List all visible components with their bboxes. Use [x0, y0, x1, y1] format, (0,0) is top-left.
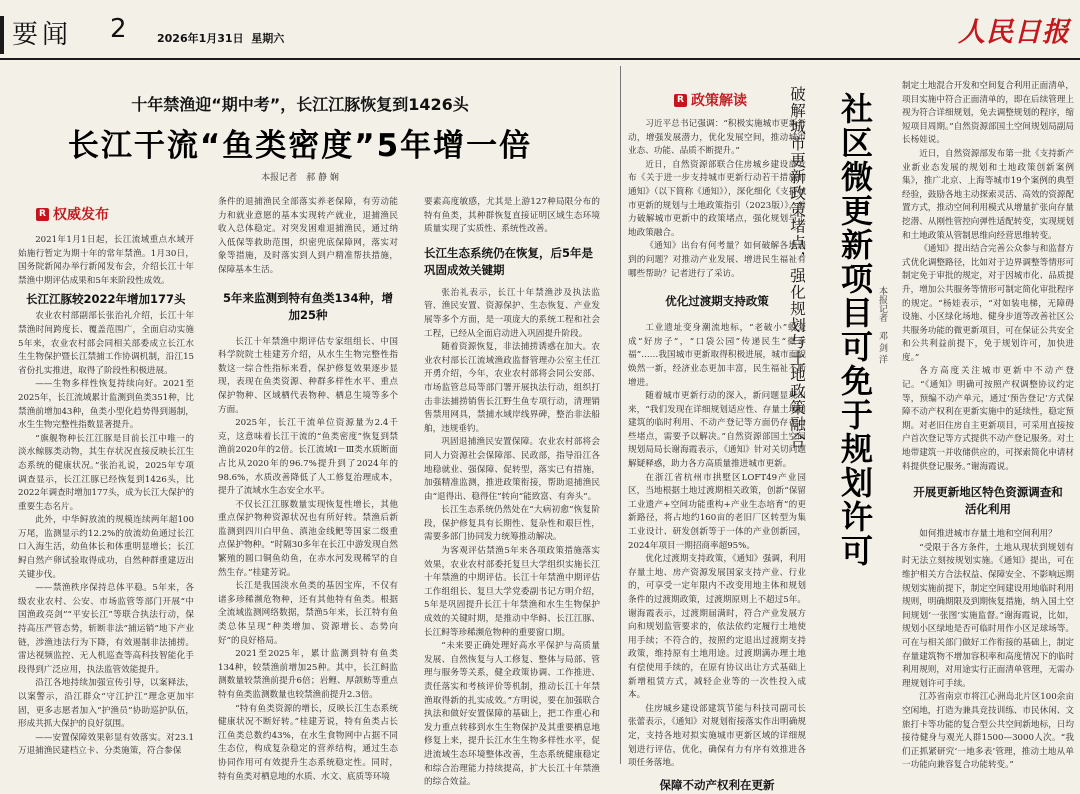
policy-tag-label: 政策解读	[691, 93, 747, 109]
paragraph: 长江生态系统仍然处在“大病初愈”恢复阶段，保护修复具有长期性、复杂性和艰巨性，需要多部门协同发力统筹推动解决。	[424, 505, 600, 543]
lead-column-3	[424, 196, 600, 788]
section-subhead: 保障不动产权利在更新	[659, 777, 775, 792]
section-subhead: 优化过渡期支持政策	[665, 294, 769, 309]
page-header	[0, 0, 1080, 60]
issue-date	[157, 30, 284, 46]
lead-column-2	[218, 196, 398, 782]
policy-interpretation-tag	[674, 90, 747, 110]
paragraph: 为客观评估禁渔5年来各项政策措施落实效果，农业农村部委托复旦大学组织实施长江十年禁渔的中期评估。长江十年禁渔中期评估工作组组长、复旦大学党委副书记方明介绍，5年是巩固提升长江十年禁渔和水生生物保护成效的关键时期，是推动中华鲟、长江江豚、长江鲟等珍稀濒危物种的重要窗口期。	[424, 546, 600, 638]
paragraph: 各方高度关注城市更新中不动产登记。“《通知》明确可按照产权调整协议约定等，预编不动产单元，通过‘预告登记’方式保障不动产权利在更新实施中的延续性，稳定预期。对老旧住房自主更新项目，可采用直接按户首次登记等方式提供不动产登记服务。对土地带建筑一并收储供应的，可探索简化申请材料提供登记服务。”谢海霞说。	[902, 366, 1074, 472]
paragraph: 制定土地混合开发和空间复合利用正面清单，项目实施中符合正面清单的，即在后续管理上视为符合详细规划，免去调整规划的程序，缩短项目周期。”自然资源部国土空间规划局副局长杨娃说。	[902, 81, 1074, 146]
column-divider	[620, 66, 621, 764]
paragraph: ——安置保障效果彰显有效落实。对23.1万退捕渔民建档立卡、分类施策，符合参保	[18, 732, 194, 757]
lead-column-1	[18, 234, 194, 762]
paragraph: 《通知》提出结合完善公众参与和监督方式优化调整路径，比如对于边界调整等情形可制定免于审批的规定，对于因城市化、品质提升，增加公共服务等情形可制定简化审批程序的规定。“杨娃表示，“对如装电梯，无障碍设施、小区绿化场地、健身步道等改善社区公共服务功能的微更新项目，可在保证公共安全和公共利益前提下，免于规划许可，加快进度。”	[902, 244, 1074, 363]
paragraph: 工业遗址变身潮流地标，“老破小”蜕变成“好房子”，“口袋公园”传递民生“微幸福”……我国城市更新取得积极进展，城市面貌焕然一新，经济业态更加丰富，民生福祉不断增进。	[628, 323, 806, 388]
page-number: 2	[110, 14, 127, 44]
policy-byline: 本报记者 邓 剑 洋	[877, 286, 887, 364]
lead-byline: 本报记者 郝 静 娴	[261, 173, 339, 183]
paragraph: “受限于各方条件，土地从现状到规划有时无法立刻按规划实施。《通知》提出，可在维护相关方合法权益、保障安全、不影响远期规划实施前提下，制定空间建设用地临时利用规则，明确期限及到期恢复措施，纳入国土空间规划‘一张图’实施监督。”谢海霞说，比如，规划小区绿地是否可临时用作小区足球场等。可在与相关部门做好工作衔接的基础上，制定存量建筑物不增加容积率和高度情况下的临时利用规则，对用途实行正面清单管理，无需办理规划许可手续。	[902, 542, 1074, 689]
paragraph: “旗舰物种长江江豚是目前长江中唯一的淡水鲸豚类动物，其生存状况直接反映长江生态系统的健康状况。”张治礼说，2025年专项调查显示，长江江豚已经恢复到1426头，比2022年调查时增加177头，成为长江大保护的重要生态名片。	[18, 433, 194, 512]
date-text: 2026年1月31日	[157, 32, 244, 45]
policy-icon: R	[674, 94, 687, 107]
policy-deck: 破解城市更新政策堵点，强化规划与土地政策融合	[788, 86, 806, 449]
paragraph: 近日，自然资源部发布第一批《支持新产业新业态发展的规划和土地政策创新案例集》，推广北京、上海等城市19个案例的典型经验，鼓励各地主动探索灵活、高效的资源配置方式，推动空间利用模式从增量扩张向存量挖潜、从刚性管控向弹性适配转变，实现规划和土地政策从管制思维向经营思维转变。	[902, 148, 1074, 241]
paragraph: 不仅长江江豚数量实现恢复性增长，其他重点保护物种资源状况也有所好转。禁渔后新监测到四川白甲鱼、滇池金线鲃等国家二级重点保护物种。“时隔30多年在长江中游发现自然繁殖的圆口铜鱼幼鱼，在赤水河发现稀罕的自然生存。”桂建芳说。	[218, 499, 398, 578]
paragraph: 农业农村部副部长张治礼介绍，长江十年禁渔时间跨度长、覆盖范围广，全面启动实施5年来，农业农村部会同相关部委成立长江水生生物保护暨长江禁捕工作协调机制，沿江15省份扎实推进，取得了阶段性积极进展。	[18, 311, 194, 376]
paragraph: 住房城乡建设部建筑节能与科技司副司长张蕾表示，《通知》对规划衔接落实作出明确规定，支持各地对拟实施城市更新区域的详细规划进行评估，优化，确保有力有序有效推进各项任务落地。	[628, 703, 806, 769]
paragraph: 张治礼表示，长江十年禁渔涉及执法监管、渔民安置、资源保护、生态恢复、产业发展等多个方面，是一项庞大的系统工程和社会工程，已经从全面启动进入巩固提升阶段。	[424, 287, 600, 339]
paragraph: 要素高度敏感，尤其是上游127种局限分布的特有鱼类，其种群恢复直接证明区域生态环境质量实现了实质性、系统性改善。	[424, 197, 600, 235]
paragraph: 沿江各地持续加强宣传引导，以案释法，以案警示，沿江群众“守江护江”理念更加牢固，更多志愿者加入“护渔员”协助巡护队伍，形成共抓大保护的良好氛围。	[18, 678, 194, 730]
paragraph: 巩固退捕渔民安置保障。农业农村部将会同人力资源社会保障部、民政部，指导沿江各地稳就业、强保障、促转型，落实已有措施，加强精准监测，推进政策衔接，帮助退捕渔民由“退得出、稳得住”转向“能致富、有奔头”。	[424, 437, 600, 502]
paragraph: 江苏省南京市将江心洲岛北片区100余亩空闲地，打造为兼具竞技训练、市民休闲、文旅打卡等功能的复合型公共空间新地标，日均接待健身与观光人群1500—3000人次。“我们正抓紧研究‘一地多表’管理，推动土地从单一功能向兼容复合功能转变。”	[902, 692, 1074, 771]
paragraph: 长江是我国淡水鱼类的基因宝库，不仅有诸多珍稀濒危物种，还有其他特有鱼类。根据全流域监测网络数据，禁渔5年来，长江特有鱼类总体呈现“种类增加、资源增长、态势向好”的良好格局。	[218, 581, 398, 646]
paragraph: 随着城市更新行动的深入，新问题显现出来，“我们发现在详细规划适应性、存量土地和建筑的临时利用、不动产登记等方面仍存在一些堵点，需要予以解决。”自然资源部国土空间规划局局长谢海霞表示，《通知》针对关切问题解疑释惑，助力各方高质量推进城市更新。	[628, 391, 806, 470]
header-rule	[0, 58, 1080, 60]
paragraph: 在浙江省杭州市拱墅区LOFT49产业园区，当地根据土地过渡期相关政策，创新“保留工业遗产+空间功能重构+产业生态培育”的更新路径，将占地约160亩的老旧厂区转型为集工业设计、研发创新等于一体的产业创新园，2024年项目一期招商率超95%。	[628, 472, 806, 551]
paragraph: 优化过渡期支持政策，《通知》强调，利用存量土地、房产资源发展国家支持产业、行业的，可享受一定年限内不改变用地主体和规划条件的过渡期政策，过渡期原则上不超过5年。谢海霞表示，过渡期届满时，符合产业发展方向和规划监管要求的，依法依约定履行土地使用手续；不符合的，按照约定退出过渡期支持政策，维持原有土地用途。过渡期满办理土地有偿使用手续的，在原有协议出让方式基础上新增租赁方式，减轻企业等的一次性投入成本。	[628, 554, 806, 701]
policy-headline: 社区微更新项目可免于规划许可	[836, 92, 874, 568]
paragraph: 长江十年禁渔中期评估专家组组长、中国科学院院士桂建芳介绍，从水生生物完整性指数这一综合性指标来看，保护修复效果逐步显现，表现在鱼类资源、种群多样性水平、重点保护物种、区域栖代表物种、栖息生境等多个方面。	[218, 336, 398, 415]
lead-headline: 长江干流“鱼类密度”5年增一倍	[67, 128, 533, 164]
policy-column-2	[902, 80, 1074, 771]
section-name: 要闻	[12, 20, 73, 50]
paragraph: 随着资源恢复，非法捕捞诱惑在加大。农业农村部长江流域渔政监督管理办公室主任江开勇介绍，今年，农业农村部将会同公安部、市场监管总局等部门署开展执法行动，组织打击非法捕捞销售长江野生鱼专项行动，清理销售禁用网具，禁捕水域岸线界碑，整治非法船舶，违规垂钓。	[424, 342, 600, 434]
section-subhead: 开展更新地区特色资源调查和活化利用	[913, 485, 1063, 517]
paragraph: 2025年，长江干流单位资源量为2.4千克，这意味着长江干流的“鱼类密度”恢复到禁渔前2020年的2倍。长江流域Ⅰ－Ⅲ类水质断面占比从2020年的96.7%提升到了2024年的98.6%，水质改善降低了人工修复治理成本，提升了流域水生态安全水平。	[218, 418, 398, 497]
release-icon: R	[36, 208, 49, 221]
paragraph: “未来要正确处理好高水平保护与高质量发展、自然恢复与人工修复、整体与局部、管理与服务等关系，健全政策协调、工作推进、责任落实和考核评价等机制，推动长江十年禁渔取得新的扎实成效。”方明说，要在加强联合执法和做好安置保障的基础上，把工作重心和发力重点转移到水生生物保护及其重要栖息地修复上来，提升长江水生生物多样性水平，促进流域生态环境整体改善，生态系统健康稳定和综合治理能力持续提高，扩大长江十年禁渔的综合效益。	[424, 641, 600, 788]
header-left-bar	[0, 16, 4, 54]
paragraph: 如何推进城市存量土地和空间利用？	[919, 529, 1057, 540]
paragraph: “特有鱼类资源的增长，反映长江生态系统健康状况不断好转。”桂建芳说，特有鱼类占长江鱼类总数约43%，在水生食物网中占据不同生态位，构成复杂稳定的营养结构，通过生态协同作用可有效提升生态系统稳定性。同时，特有鱼类对栖息地的水质、水文、底质等环境	[218, 703, 398, 782]
paragraph: 2021年1月1日起，长江流域重点水域开始施行暂定为期十年的常年禁渔。1月30日，国务院新闻办举行新闻发布会，介绍长江十年禁渔中期评估成果和5年来阶段性成效。	[18, 235, 194, 286]
section-subhead: 长江江豚较2022年增加177头	[26, 292, 186, 307]
authority-release-label: 权威发布	[53, 207, 109, 223]
paragraph: 习近平总书记强调：“积极实施城市更新行动，增强发展潜力，优化发展空间，推动城市业态、功能、品质不断提升。”	[628, 119, 806, 157]
paragraph: ——禁渔秩序保持总体平稳。5年来，各级农业农村、公安、市场监管等部门开展“中国渔政亮剑”“平安长江”等联合执法行动，保持高压严管态势，斩断非法“捕运销”地下产业链，涉渔违法行为下降，有效遏制非法捕捞。雷达视频监控、无人机巡查等高科技智能化手段得到广泛应用，执法监管效能提升。	[18, 583, 194, 675]
paragraph: 2021至2025年，累计监测到特有鱼类134种，较禁渔前增加25种。其中，长江鲟监测数量较禁渔前提升6倍；岩鲤、厚颌鲂等重点特有鱼类监测数量也较禁渔前提升2.3倍。	[218, 649, 398, 700]
policy-column-1	[628, 118, 806, 792]
lead-kicker: 十年禁渔迎“期中考”，长江江豚恢复到1426头	[131, 95, 469, 114]
weekday-text: 星期六	[251, 32, 285, 45]
paragraph: ——生物多样性恢复持续向好。2021至2025年，长江流域累计监测到鱼类351种，比禁渔前增加43种，鱼类小型化趋势得到遏制，水生生物完整性指数显著提升。	[18, 379, 194, 431]
masthead-logo: 人民日报	[958, 17, 1070, 48]
section-subhead: 5年来监测到特有鱼类134种，增加25种	[222, 290, 393, 322]
paragraph: 此外，中华鲟放流的规模连续两年超100万尾，监测显示约12.2%的放流幼鱼通过长江口入海生活，幼鱼体长和体重明显增长；长江鲟自然产卵试验取得成功，自然种群重建迈出关键步伐。	[18, 515, 194, 580]
paragraph: 《通知》出台有何考量？如何破解各地遇到的问题？对推动产业发展、增进民生福祉有哪些帮助？记者进行了采访。	[628, 241, 806, 279]
section-subhead: 长江生态系统仍在恢复，后5年是巩固成效关键期	[424, 245, 593, 277]
paragraph: 条件的退捕渔民全部落实养老保障，有劳动能力和就业意愿的基本实现转产就业，退捕渔民收入总体稳定。对突发困难退捕渔民，通过纳入低保等救助范围，织密兜底保障网，落实对象等措施，及时落实到人到户精准帮扶措施，保障基本生活。	[218, 197, 398, 275]
paragraph: 近日，自然资源部联合住房城乡建设部发布《关于进一步支持城市更新行动若干措施的通知》（以下简称《通知》），深化细化《支持城市更新的规划与土地政策指引（2023版）》，着力破解城市更新中的政策堵点，强化规划与土地政策融合。	[628, 159, 806, 238]
authority-release-tag	[36, 204, 109, 224]
